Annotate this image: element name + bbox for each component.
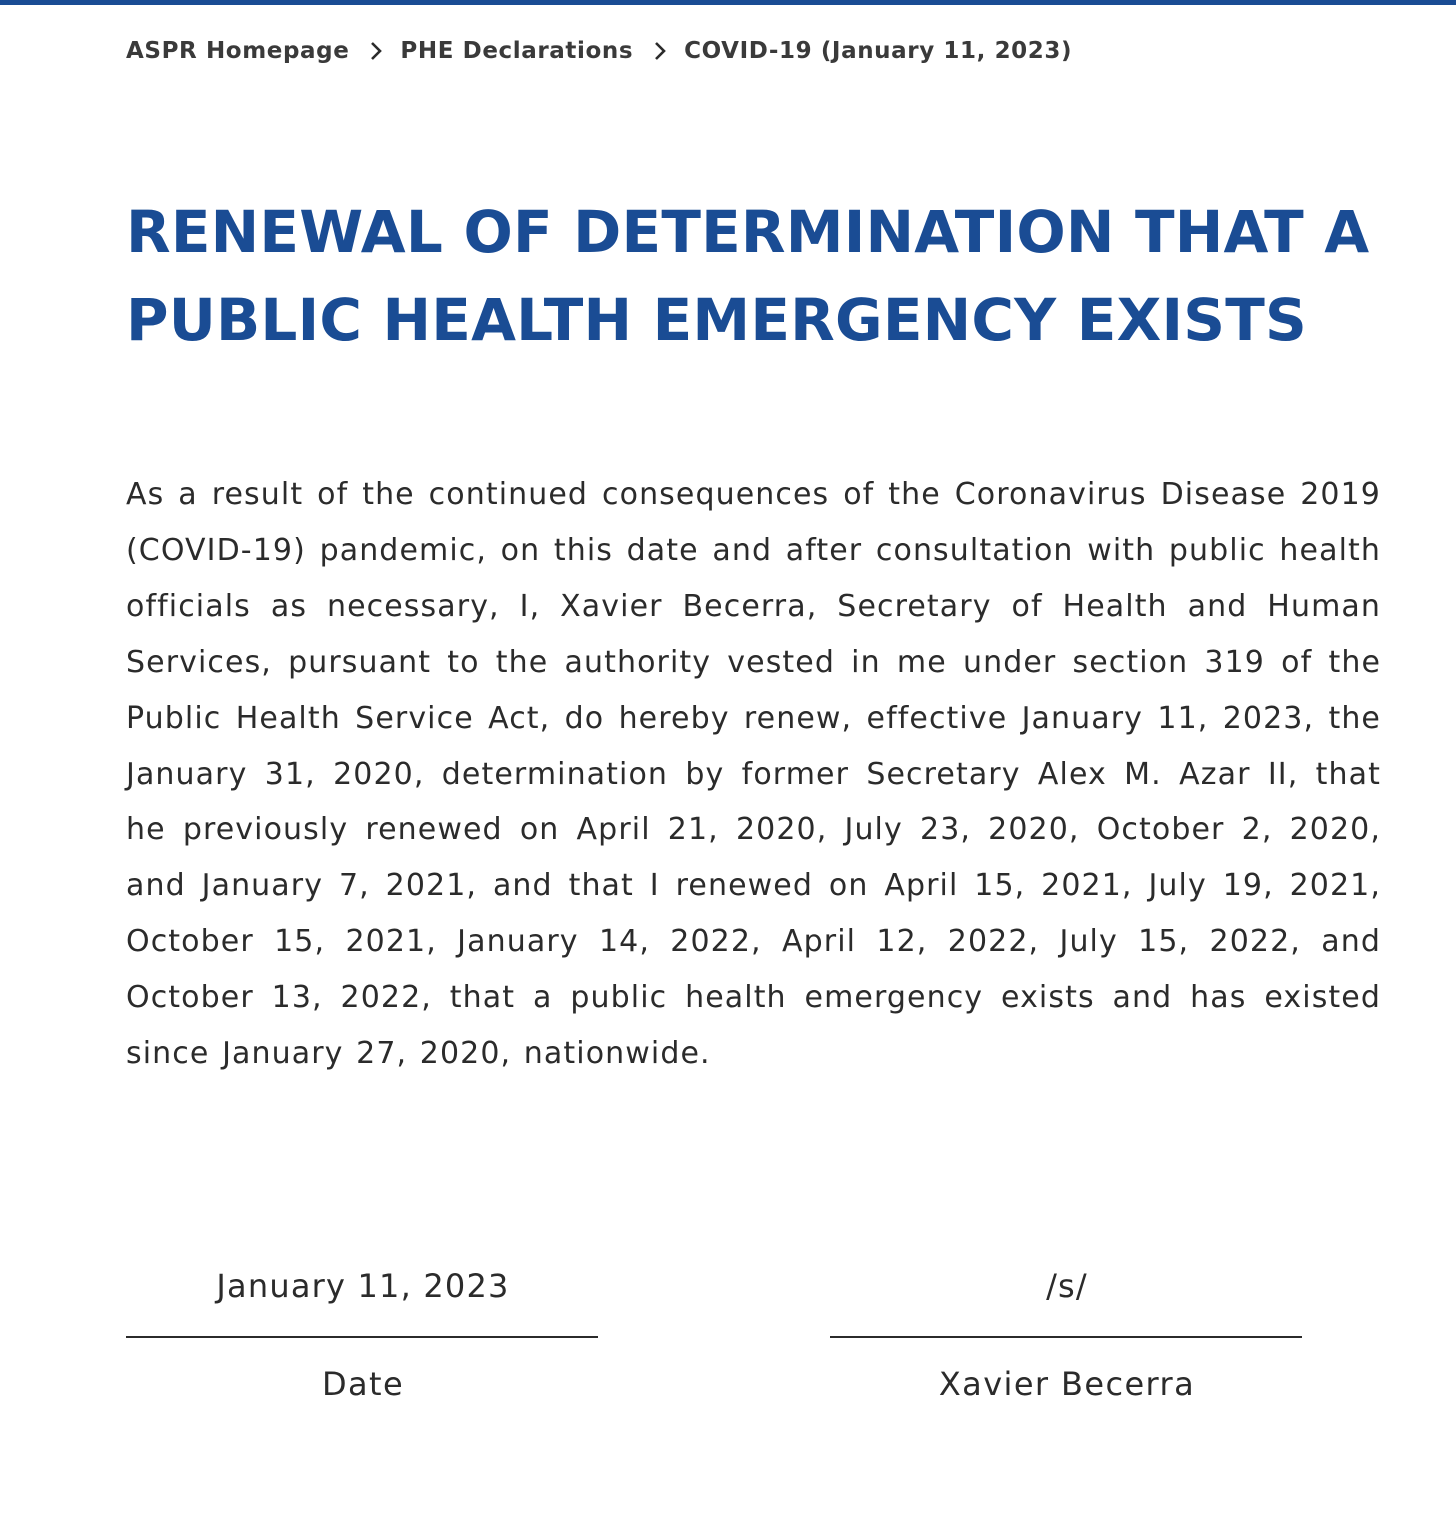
- breadcrumb: [126, 34, 1072, 68]
- date-value: January 11, 2023: [216, 1267, 510, 1305]
- page-title: [126, 188, 1406, 364]
- declaration-paragraph: As a result of the continued consequences of the Coronavirus Disease 2019 (COVID-19) pandemic, on this date and after consultation with public health officials as necessary, I, Xavier Becerra, Secretary of Health and Human Services, pursuant to the authority vested in me under section 319 of the Public Health Service Act, do hereby renew, effective January 11, 2023, the January 31, 2020, determination by former Secretary Alex M. Azar II, that he previously renewed on April 21, 2020, July 23, 2020, October 2, 2020, and January 7, 2021, and that I renewed on April 15, 2021, July 19, 2021, October 15, 2021, January 14, 2022, April 12, 2022, July 15, 2022, and October 13, 2022, that a public health emergency exists and has existed since January 27, 2020, nationwide.: [126, 477, 1381, 1072]
- date-label: Date: [321, 1365, 405, 1403]
- page-title-line-2: PUBLIC HEALTH EMERGENCY EXISTS: [126, 286, 1307, 354]
- chevron-right-icon: [648, 39, 672, 63]
- signature-underline: [830, 1336, 1302, 1338]
- page-title-line-1: RENEWAL OF DETERMINATION THAT A: [126, 198, 1370, 266]
- signer-name: Xavier Becerra: [938, 1365, 1196, 1403]
- date-signature-block: [126, 1266, 600, 1404]
- signer-signature-block: [830, 1266, 1304, 1404]
- breadcrumb-link-aspr-homepage[interactable]: ASPR Homepage: [126, 38, 350, 64]
- top-accent-bar: [0, 0, 1456, 5]
- breadcrumb-link-phe-declarations[interactable]: PHE Declarations: [400, 38, 634, 64]
- signature-value: /s/: [1046, 1267, 1088, 1305]
- breadcrumb-current-page: COVID-19 (January 11, 2023): [684, 38, 1073, 64]
- date-underline: [126, 1336, 598, 1338]
- chevron-right-icon: [364, 39, 388, 63]
